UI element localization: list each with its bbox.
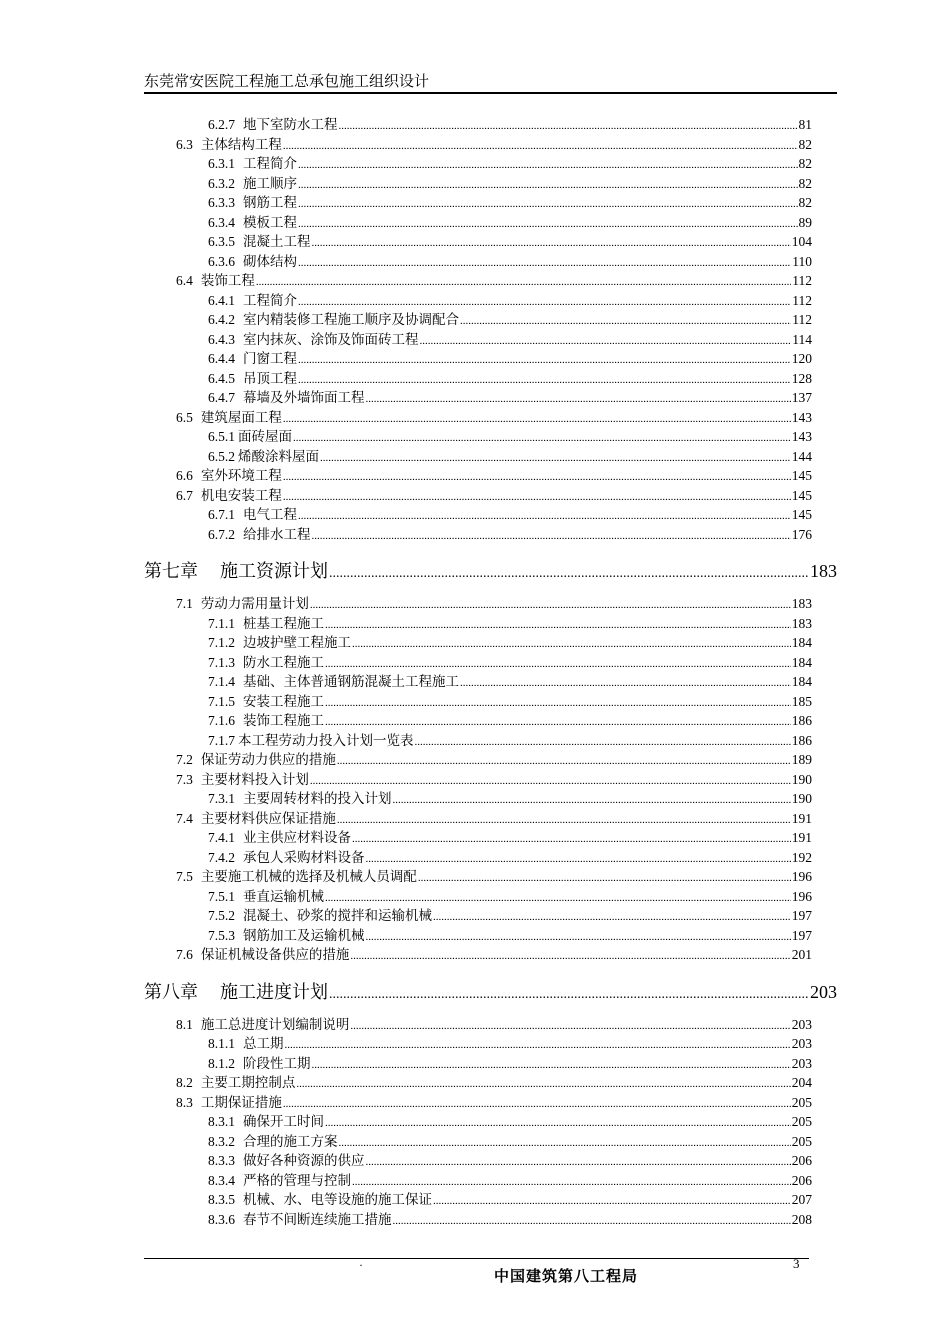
toc-entry-number: 6.3.2 (208, 175, 235, 191)
dot-leader (298, 156, 798, 176)
toc-entry-number: 6.4.7 (208, 390, 235, 405)
toc-entry-number: 6.4 (176, 273, 193, 288)
dot-leader (366, 1153, 791, 1173)
toc-entry-title: 幕墙及外墙饰面工程 (243, 390, 365, 405)
toc-entry-page: 205 (791, 1094, 812, 1110)
toc-entry-page: 110 (792, 253, 812, 269)
toc-entry-page: 208 (791, 1211, 812, 1227)
toc-entry[interactable] (144, 594, 812, 614)
dot-leader (460, 312, 791, 332)
toc-entry[interactable] (144, 486, 812, 506)
toc-entry-page: 190 (791, 771, 812, 787)
toc-entry[interactable] (144, 750, 812, 770)
toc-entry[interactable] (144, 213, 812, 233)
toc-entry-page: 128 (791, 370, 812, 386)
toc-entry-title: 地下室防水工程 (243, 117, 338, 132)
toc-entry-number: 7.4.2 (208, 849, 235, 865)
toc-entry-page: 114 (792, 331, 812, 347)
toc-entry-number: 7.5.1 (208, 888, 235, 904)
toc-entry-title: 建筑屋面工程 (200, 409, 282, 425)
dot-leader (329, 980, 809, 1010)
toc-chapter-entry[interactable] (144, 977, 837, 1007)
toc-entry-number: 7.3 (176, 771, 193, 787)
dot-leader (285, 1036, 791, 1056)
toc-entry[interactable] (144, 1210, 812, 1230)
toc-entry[interactable] (144, 408, 812, 428)
toc-entry-number: 6.2.7 (208, 117, 235, 132)
toc-entry-title: 垂直运输机械 (243, 888, 324, 904)
toc-entry-page: 185 (791, 693, 812, 709)
toc-entry-number: 7.1.2 (208, 635, 235, 650)
dot-leader (366, 390, 791, 410)
dot-leader (283, 1095, 791, 1115)
toc-entry-page: 203 (791, 1036, 812, 1051)
toc-entry[interactable] (144, 369, 812, 389)
toc-entry-page: 112 (792, 292, 812, 308)
toc-entry-title: 承包人采购材料设备 (243, 849, 365, 865)
dot-leader (296, 1075, 790, 1095)
toc-entry-title: 总工期 (243, 1036, 284, 1051)
toc-entry-number: 8.2 (176, 1075, 193, 1090)
header-rule (144, 92, 837, 94)
toc-entry-number: 7.1.6 (208, 713, 235, 728)
dot-leader (393, 791, 791, 811)
toc-entry-title: 合理的施工方案 (243, 1133, 338, 1149)
toc-entry[interactable] (144, 1151, 812, 1171)
toc-entry-title: 边坡护壁工程施工 (243, 635, 351, 650)
toc-entry[interactable] (144, 291, 812, 311)
toc-entry[interactable] (144, 1132, 812, 1152)
toc-entry-page: 143 (791, 409, 812, 425)
toc-entry-number: 6.5 (176, 409, 193, 425)
toc-entry-page: 82 (798, 136, 812, 152)
toc-entry-page: 205 (791, 1114, 812, 1129)
running-header: 东莞常安医院工程施工总承包施工组织设计 (144, 73, 430, 90)
dot-leader (298, 195, 798, 215)
toc-entry[interactable] (144, 388, 812, 408)
toc-entry-number: 6.3.5 (208, 234, 235, 249)
toc-entry-title: 做好各种资源的供应 (243, 1153, 365, 1168)
toc-entry-page: 203 (810, 981, 837, 1002)
toc-entry-page: 197 (791, 927, 812, 943)
toc-entry-title: 主要施工机械的选择及机械人员调配 (200, 869, 417, 884)
toc-entry-number: 8.3.4 (208, 1172, 235, 1188)
toc-entry[interactable] (144, 330, 812, 350)
toc-entry[interactable] (144, 633, 812, 653)
dot-leader (329, 559, 809, 589)
toc-entry-page: 206 (791, 1172, 812, 1188)
toc-entry-title: 春节不间断连续施工措施 (243, 1211, 392, 1227)
toc-entry[interactable] (144, 809, 812, 829)
dot-leader (325, 1114, 791, 1134)
toc-entry-page: 145 (791, 487, 812, 503)
toc-entry-page: 207 (791, 1192, 812, 1207)
toc-entry-number: 6.4.5 (208, 370, 235, 386)
toc-entry[interactable] (144, 349, 812, 369)
dot-leader (337, 752, 791, 772)
toc-entry-title: 装饰工程 (200, 273, 255, 288)
toc-entry-title: 主要周转材料的投入计划 (243, 791, 392, 806)
dot-leader (420, 332, 792, 352)
dot-leader (433, 908, 791, 928)
toc-entry-number: 6.7.2 (208, 526, 235, 542)
dot-leader (337, 811, 791, 831)
toc-entry-number: 6.4.2 (208, 312, 235, 327)
dot-leader (366, 850, 791, 870)
toc-entry-title: 主要工期控制点 (200, 1075, 296, 1090)
toc-entry-number: 7.4.1 (208, 830, 235, 845)
toc-entry-title: 施工进度计划 (220, 981, 328, 1002)
toc-entry[interactable] (144, 525, 812, 545)
dot-leader (350, 947, 790, 967)
toc-entry-number: 7.1.5 (208, 693, 235, 709)
toc-entry-number: 7.1 (176, 596, 193, 611)
dot-leader (325, 694, 791, 714)
toc-entry[interactable] (144, 672, 812, 692)
toc-entry-title: 桩基工程施工 (243, 615, 324, 631)
dot-leader (339, 117, 798, 137)
dot-leader (352, 635, 791, 655)
toc-entry-number: 8.1.1 (208, 1036, 235, 1051)
toc-entry-page: 112 (792, 312, 812, 327)
toc-entry-title: 室外环境工程 (200, 468, 282, 483)
dot-leader (283, 410, 791, 430)
toc-entry[interactable] (144, 310, 812, 330)
toc-entry-number: 7.2 (176, 752, 193, 767)
dot-leader (312, 527, 791, 547)
footer-rule (144, 1258, 809, 1259)
toc-entry[interactable] (144, 1190, 812, 1210)
toc-entry-title: 劳动力需用量计划 (200, 596, 309, 611)
toc-entry[interactable] (144, 653, 812, 673)
toc-entry-number: 7.5 (176, 869, 193, 884)
toc-entry[interactable] (144, 711, 812, 731)
footer-dot: · (359, 1258, 363, 1272)
toc-entry[interactable] (144, 252, 812, 272)
toc-entry-number: 6.4.1 (208, 292, 235, 308)
toc-entry-title: 装饰工程施工 (243, 713, 324, 728)
toc-entry-page: 82 (798, 195, 812, 210)
toc-entry-title: 安装工程施工 (243, 693, 324, 709)
toc-entry[interactable] (144, 447, 812, 467)
toc-entry[interactable] (144, 848, 812, 868)
toc-entry-title: 室内抹灰、涂饰及饰面砖工程 (243, 331, 419, 347)
toc-entry-title: 室内精装修工程施工顺序及协调配合 (243, 312, 459, 327)
footer-organization: 中国建筑第八工程局 (494, 1267, 639, 1285)
table-of-contents (144, 115, 837, 1229)
toc-entry[interactable] (144, 770, 812, 790)
page-number: 3 (793, 1256, 800, 1271)
toc-entry-number: 8.3.1 (208, 1114, 235, 1129)
toc-entry-page: 205 (791, 1133, 812, 1149)
toc-entry-page: 144 (791, 448, 812, 464)
toc-entry-page: 189 (791, 752, 812, 767)
dot-leader (298, 215, 798, 235)
dot-leader (393, 1212, 791, 1232)
toc-entry-number: 7.5.3 (208, 927, 235, 943)
toc-entry-number: 8.3.6 (208, 1211, 235, 1227)
toc-entry-title: 烯酸涂料屋面 (238, 448, 319, 464)
dot-leader (293, 429, 791, 449)
toc-entry-title: 钢筋加工及运输机械 (243, 927, 365, 943)
toc-entry-title: 本工程劳动力投入计划一览表 (238, 732, 414, 748)
toc-entry-number: 8.3.3 (208, 1153, 235, 1168)
toc-entry-page: 206 (791, 1153, 812, 1168)
toc-entry-title: 严格的管理与控制 (243, 1172, 351, 1188)
toc-entry[interactable] (144, 1034, 812, 1054)
toc-entry-title: 吊顶工程 (243, 370, 297, 386)
toc-entry-number: 7.1.4 (208, 674, 235, 689)
toc-entry[interactable] (144, 154, 812, 174)
toc-entry-title: 机电安装工程 (200, 487, 282, 503)
toc-entry-number: 6.3.6 (208, 253, 235, 269)
toc-entry-title: 确保开工时间 (243, 1114, 324, 1129)
toc-entry[interactable] (144, 1073, 812, 1093)
toc-entry[interactable] (144, 193, 812, 213)
dot-leader (298, 176, 798, 196)
toc-entry-title: 基础、主体普通钢筋混凝土工程施工 (243, 674, 459, 689)
toc-entry-title: 给排水工程 (243, 526, 311, 542)
toc-entry-title: 面砖屋面 (238, 429, 292, 444)
dot-leader (298, 351, 791, 371)
dot-leader (352, 830, 791, 850)
toc-entry-number: 6.6 (176, 468, 193, 483)
dot-leader (312, 1056, 791, 1076)
dot-leader (283, 137, 798, 157)
dot-leader (298, 254, 791, 274)
toc-entry-page: 204 (791, 1075, 812, 1090)
toc-entry-title: 混凝土、砂浆的搅拌和运输机械 (243, 908, 432, 923)
toc-entry[interactable] (144, 731, 812, 751)
toc-entry[interactable] (144, 1015, 812, 1035)
toc-entry-number: 7.1.1 (208, 615, 235, 631)
toc-entry-title: 工程简介 (243, 156, 297, 171)
dot-leader (310, 596, 791, 616)
toc-entry-title: 模板工程 (243, 214, 297, 230)
toc-entry[interactable] (144, 271, 812, 291)
toc-entry-number: 6.4.3 (208, 331, 235, 347)
toc-entry-page: 190 (791, 791, 812, 806)
toc-entry-page: 112 (792, 273, 812, 288)
toc-entry-title: 施工资源计划 (220, 561, 328, 581)
toc-entry-number: 6.3.3 (208, 195, 235, 210)
toc-entry-page: 176 (791, 526, 812, 542)
dot-leader (366, 928, 791, 948)
toc-entry-page: 196 (791, 888, 812, 904)
toc-entry-number: 6.3.1 (208, 156, 235, 171)
dot-leader (298, 507, 791, 527)
dot-leader (460, 674, 791, 694)
dot-leader (325, 616, 791, 636)
toc-entry-page: 184 (791, 674, 812, 689)
dot-leader (283, 468, 791, 488)
toc-entry-number: 7.1.7 (208, 732, 235, 748)
toc-entry-page: 186 (791, 713, 812, 728)
dot-leader (339, 1134, 791, 1154)
toc-entry-page: 183 (791, 596, 812, 611)
toc-entry-number: 8.3.5 (208, 1192, 235, 1207)
toc-entry-title: 工期保证措施 (200, 1094, 282, 1110)
toc-entry-page: 186 (791, 732, 812, 748)
toc-entry-number: 8.3 (176, 1094, 193, 1110)
toc-entry-page: 203 (791, 1016, 812, 1032)
toc-entry-title: 防水工程施工 (243, 654, 324, 670)
toc-entry-number: 7.5.2 (208, 908, 235, 923)
toc-entry[interactable] (144, 1054, 812, 1074)
toc-entry[interactable] (144, 1112, 812, 1132)
toc-entry-title: 保证机械设备供应的措施 (200, 947, 350, 962)
toc-entry-page: 81 (798, 117, 812, 132)
toc-entry[interactable] (144, 945, 812, 965)
toc-chapter-entry[interactable] (144, 556, 837, 586)
toc-entry-number: 8.1.2 (208, 1055, 235, 1071)
toc-entry-number: 第七章 (144, 561, 198, 581)
toc-entry-title: 施工顺序 (243, 175, 297, 191)
toc-entry-number: 第八章 (144, 981, 198, 1002)
toc-entry-page: 184 (791, 635, 812, 650)
toc-entry-number: 8.1 (176, 1016, 193, 1032)
toc-entry-number: 6.7 (176, 487, 193, 503)
toc-entry-title: 主要材料供应保证措施 (200, 810, 336, 826)
toc-entry-number: 6.5.1 (208, 429, 235, 444)
toc-entry-page: 82 (798, 175, 812, 191)
toc-entry-page: 197 (791, 908, 812, 923)
toc-entry[interactable] (144, 692, 812, 712)
dot-leader (418, 869, 791, 889)
toc-entry-title: 门窗工程 (243, 351, 297, 366)
toc-entry[interactable] (144, 427, 812, 447)
toc-entry-number: 6.5.2 (208, 448, 235, 464)
toc-entry-title: 砌体结构 (243, 253, 297, 269)
dot-leader (283, 488, 791, 508)
dot-leader (415, 733, 791, 753)
toc-entry-page: 104 (791, 234, 812, 249)
toc-entry-page: 201 (791, 947, 812, 962)
toc-entry-title: 保证劳动力供应的措施 (200, 752, 336, 767)
toc-entry-title: 工程简介 (243, 292, 297, 308)
toc-entry[interactable] (144, 174, 812, 194)
toc-entry[interactable] (144, 466, 812, 486)
toc-entry-page: 82 (798, 156, 812, 171)
toc-entry-title: 钢筋工程 (243, 195, 297, 210)
toc-entry[interactable] (144, 906, 812, 926)
toc-entry-number: 6.3.4 (208, 214, 235, 230)
toc-entry-title: 机械、水、电等设施的施工保证 (243, 1192, 432, 1207)
toc-entry[interactable] (144, 789, 812, 809)
toc-entry-page: 183 (791, 615, 812, 631)
dot-leader (320, 449, 791, 469)
toc-entry[interactable] (144, 115, 812, 135)
dot-leader (298, 371, 791, 391)
toc-entry-number: 7.1.3 (208, 654, 235, 670)
toc-entry-title: 阶段性工期 (243, 1055, 311, 1071)
toc-entry-page: 89 (798, 214, 812, 230)
toc-entry-page: 196 (791, 869, 812, 884)
dot-leader (312, 234, 791, 254)
toc-entry[interactable] (144, 505, 812, 525)
toc-entry-title: 混凝土工程 (243, 234, 311, 249)
dot-leader (256, 273, 791, 293)
toc-entry-title: 业主供应材料设备 (243, 830, 351, 845)
toc-entry[interactable] (144, 926, 812, 946)
toc-entry[interactable] (144, 1093, 812, 1113)
toc-entry-page: 184 (791, 654, 812, 670)
toc-entry-number: 6.7.1 (208, 507, 235, 522)
toc-entry-number: 6.3 (176, 136, 193, 152)
toc-entry[interactable] (144, 1171, 812, 1191)
toc-entry-number: 8.3.2 (208, 1133, 235, 1149)
toc-entry-page: 192 (791, 849, 812, 865)
toc-entry-title: 电气工程 (243, 507, 297, 522)
toc-entry[interactable] (144, 135, 812, 155)
toc-entry-number: 6.4.4 (208, 351, 235, 366)
toc-entry[interactable] (144, 887, 812, 907)
toc-entry-number: 7.6 (176, 947, 193, 962)
toc-entry-page: 137 (791, 390, 812, 405)
toc-entry-page: 191 (791, 810, 812, 826)
toc-entry-title: 施工总进度计划编制说明 (200, 1016, 350, 1032)
dot-leader (433, 1192, 791, 1212)
toc-entry[interactable] (144, 867, 812, 887)
dot-leader (350, 1017, 790, 1037)
toc-entry[interactable] (144, 614, 812, 634)
toc-entry-page: 145 (791, 507, 812, 522)
toc-entry-number: 7.3.1 (208, 791, 235, 806)
toc-entry-page: 145 (791, 468, 812, 483)
toc-entry-page: 143 (791, 429, 812, 444)
toc-entry-title: 主要材料投入计划 (200, 771, 309, 787)
toc-entry-page: 203 (791, 1055, 812, 1071)
toc-entry-page: 183 (810, 561, 837, 581)
toc-entry-title: 主体结构工程 (200, 136, 282, 152)
toc-entry-page: 191 (791, 830, 812, 845)
toc-entry[interactable] (144, 828, 812, 848)
toc-entry[interactable] (144, 232, 812, 252)
toc-entry-number: 7.4 (176, 810, 193, 826)
toc-entry-page: 120 (791, 351, 812, 366)
